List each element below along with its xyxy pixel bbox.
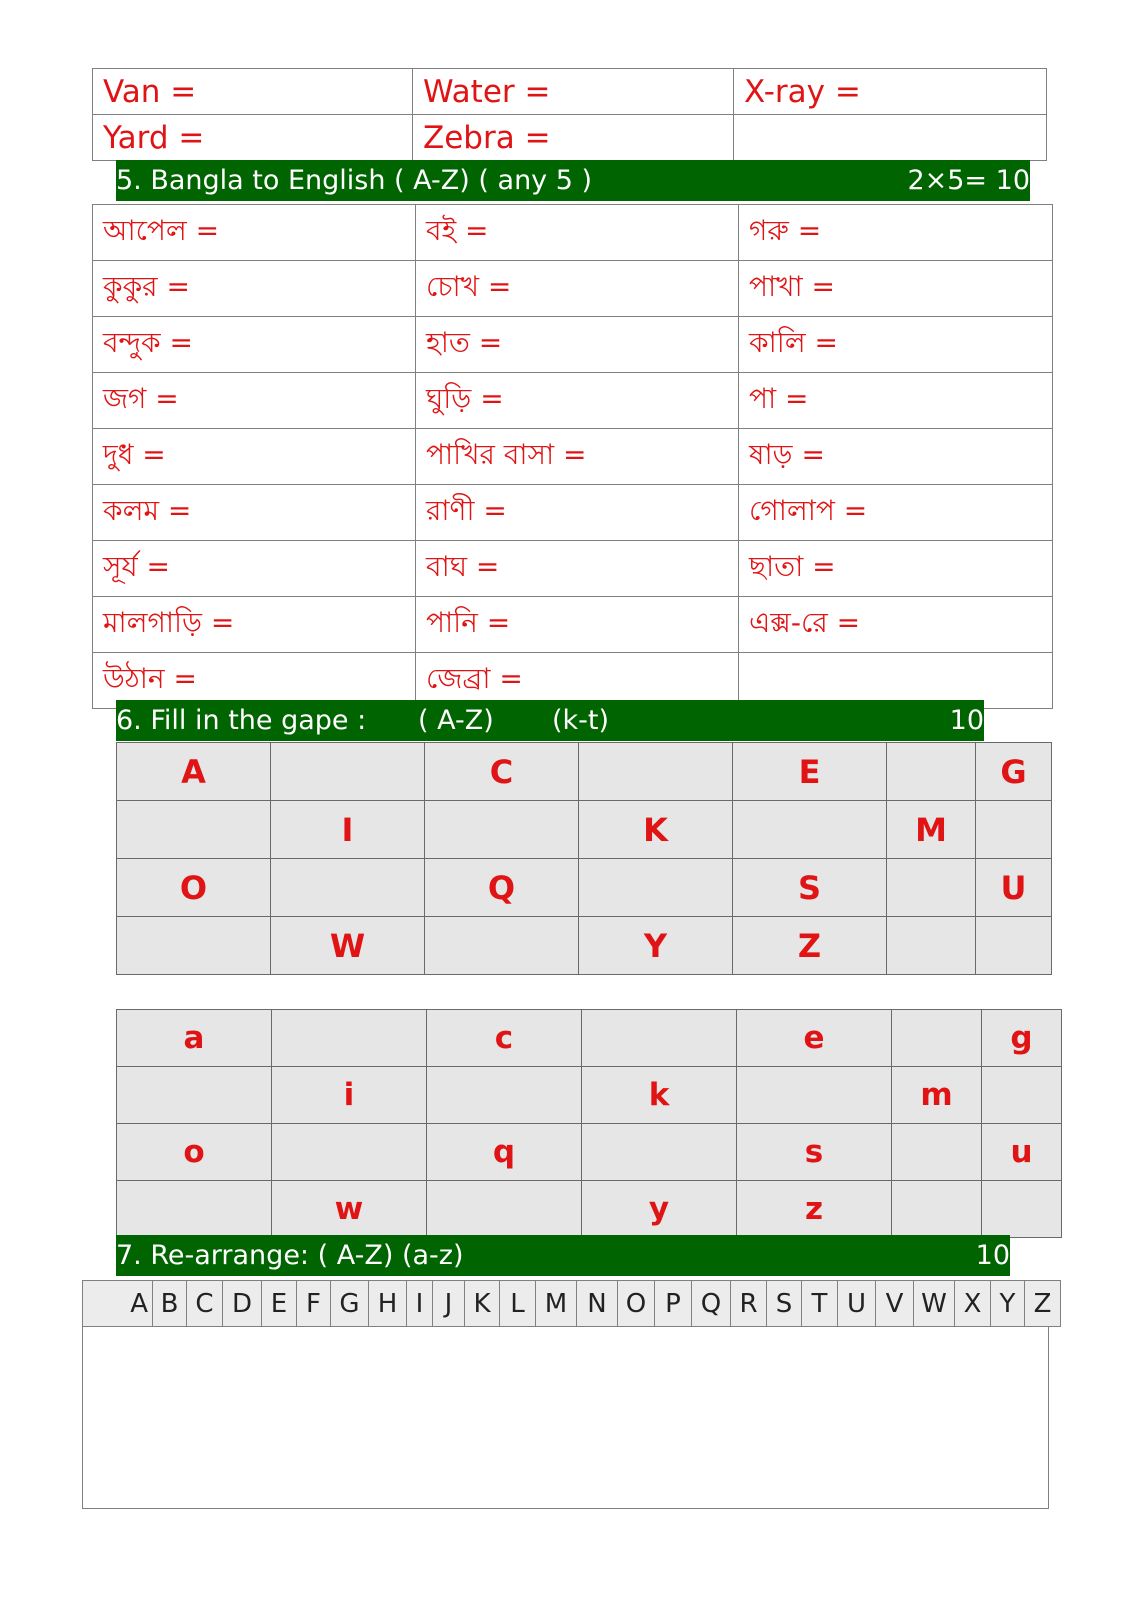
alphabet-letter: I <box>407 1281 433 1327</box>
english-word-cell: X-ray = <box>734 69 1047 115</box>
alphabet-letter: G <box>331 1281 369 1327</box>
bangla-word-cell: ষাড় = <box>739 429 1053 485</box>
alphabet-letter: H <box>369 1281 407 1327</box>
bangla-word-row <box>93 317 1053 373</box>
uppercase-letter-cell[interactable] <box>887 743 976 801</box>
section6-range-upper: ( A-Z) <box>418 705 494 736</box>
uppercase-letter-cell[interactable] <box>976 801 1052 859</box>
alphabet-letter: E <box>262 1281 297 1327</box>
english-words-table <box>92 68 1047 161</box>
uppercase-letter-cell: C <box>425 743 579 801</box>
english-word-row <box>93 69 1047 115</box>
english-word-cell: Water = <box>413 69 734 115</box>
bangla-word-cell: বন্দুক = <box>93 317 416 373</box>
alphabet-letter: N <box>577 1281 618 1327</box>
alphabet-letter: P <box>655 1281 692 1327</box>
section7-title: 7. Re-arrange: ( A-Z) (a-z) <box>116 1240 464 1271</box>
uppercase-letter-cell: K <box>579 801 733 859</box>
section5-header <box>116 160 1030 201</box>
uppercase-letter-cell: E <box>733 743 887 801</box>
alphabet-letter: K <box>465 1281 500 1327</box>
bangla-word-cell: রাণী = <box>416 485 739 541</box>
bangla-word-cell: কলম = <box>93 485 416 541</box>
alphabet-letter: V <box>876 1281 914 1327</box>
bangla-word-cell: চোখ = <box>416 261 739 317</box>
bangla-word-cell: সূর্য = <box>93 541 416 597</box>
alphabet-letter: L <box>500 1281 536 1327</box>
bangla-word-row <box>93 261 1053 317</box>
lowercase-letter-row <box>117 1124 1062 1181</box>
english-word-cell: Zebra = <box>413 115 734 161</box>
lowercase-letter-cell: q <box>427 1124 582 1181</box>
alphabet-strip <box>82 1280 1061 1327</box>
bangla-word-cell: ঘুড়ি = <box>416 373 739 429</box>
bangla-word-cell: পা = <box>739 373 1053 429</box>
alphabet-letter: Y <box>991 1281 1025 1327</box>
uppercase-letter-cell: Y <box>579 917 733 975</box>
bangla-word-row <box>93 205 1053 261</box>
lowercase-letter-cell: y <box>582 1181 737 1238</box>
uppercase-letter-cell: O <box>117 859 271 917</box>
section6-range-lower: (k-t) <box>552 705 610 736</box>
english-word-cell: Van = <box>93 69 413 115</box>
uppercase-letter-cell[interactable] <box>733 801 887 859</box>
lowercase-letter-cell[interactable] <box>272 1010 427 1067</box>
lowercase-letter-row <box>117 1010 1062 1067</box>
lowercase-letter-cell: c <box>427 1010 582 1067</box>
section6-title: 6. Fill in the gape : <box>116 705 367 736</box>
lowercase-letter-cell: m <box>892 1067 982 1124</box>
bangla-word-cell: মালগাড়ি = <box>93 597 416 653</box>
english-word-row <box>93 115 1047 161</box>
alphabet-letter: W <box>914 1281 955 1327</box>
alphabet-letter: Q <box>692 1281 731 1327</box>
uppercase-letter-cell: S <box>733 859 887 917</box>
alphabet-letter: A <box>83 1281 153 1327</box>
lowercase-letter-cell: e <box>737 1010 892 1067</box>
uppercase-letter-cell[interactable] <box>425 801 579 859</box>
uppercase-letter-cell: A <box>117 743 271 801</box>
bangla-word-row <box>93 541 1053 597</box>
bangla-word-cell: জগ = <box>93 373 416 429</box>
section7-marks: 10 <box>975 1240 1010 1271</box>
bangla-word-cell: জেব্রা = <box>416 653 739 709</box>
answer-box[interactable] <box>82 1326 1049 1509</box>
uppercase-letter-cell[interactable] <box>271 859 425 917</box>
bangla-word-row <box>93 597 1053 653</box>
english-word-cell[interactable] <box>734 115 1047 161</box>
lowercase-letter-cell[interactable] <box>892 1010 982 1067</box>
bangla-word-row <box>93 485 1053 541</box>
alphabet-letter: D <box>223 1281 262 1327</box>
alphabet-letter: T <box>802 1281 838 1327</box>
bangla-word-cell: পাখির বাসা = <box>416 429 739 485</box>
section6-header <box>116 700 984 741</box>
lowercase-letter-cell[interactable] <box>982 1067 1062 1124</box>
bangla-word-cell: পাখা = <box>739 261 1053 317</box>
bangla-word-row <box>93 373 1053 429</box>
bangla-word-cell: এক্স-রে = <box>739 597 1053 653</box>
bangla-word-cell: আপেল = <box>93 205 416 261</box>
bangla-word-cell: ছাতা = <box>739 541 1053 597</box>
lowercase-letter-cell[interactable] <box>582 1124 737 1181</box>
lowercase-letter-cell: o <box>117 1124 272 1181</box>
lowercase-letter-cell[interactable] <box>117 1181 272 1238</box>
lowercase-letter-cell[interactable] <box>427 1181 582 1238</box>
lowercase-letter-cell[interactable] <box>892 1124 982 1181</box>
uppercase-grid <box>116 742 1052 975</box>
alphabet-letter: O <box>618 1281 655 1327</box>
uppercase-letter-row <box>117 917 1052 975</box>
alphabet-letter: B <box>153 1281 187 1327</box>
bangla-word-cell: গোলাপ = <box>739 485 1053 541</box>
section5-marks: 2×5= 10 <box>907 165 1030 196</box>
bangla-word-row <box>93 429 1053 485</box>
alphabet-letter: U <box>838 1281 876 1327</box>
alphabet-letter: C <box>187 1281 223 1327</box>
lowercase-letter-cell: k <box>582 1067 737 1124</box>
uppercase-letter-cell: G <box>976 743 1052 801</box>
section5-title: 5. Bangla to English ( A-Z) ( any 5 ) <box>116 165 593 196</box>
bangla-word-cell: কালি = <box>739 317 1053 373</box>
bangla-word-cell: পানি = <box>416 597 739 653</box>
uppercase-letter-cell[interactable] <box>425 917 579 975</box>
uppercase-letter-cell[interactable] <box>976 917 1052 975</box>
lowercase-letter-cell: w <box>272 1181 427 1238</box>
alphabet-letter: X <box>955 1281 991 1327</box>
lowercase-letter-cell: z <box>737 1181 892 1238</box>
uppercase-letter-cell: M <box>887 801 976 859</box>
lowercase-letter-cell: s <box>737 1124 892 1181</box>
lowercase-letter-cell[interactable] <box>982 1181 1062 1238</box>
alphabet-letter: F <box>297 1281 331 1327</box>
bangla-word-cell: উঠান = <box>93 653 416 709</box>
bangla-word-cell: গরু = <box>739 205 1053 261</box>
uppercase-letter-cell: W <box>271 917 425 975</box>
uppercase-letter-row <box>117 801 1052 859</box>
lowercase-grid <box>116 1009 1062 1238</box>
uppercase-letter-cell[interactable] <box>887 917 976 975</box>
lowercase-letter-cell[interactable] <box>427 1067 582 1124</box>
lowercase-letter-row <box>117 1067 1062 1124</box>
alphabet-letter: M <box>536 1281 577 1327</box>
lowercase-letter-cell: a <box>117 1010 272 1067</box>
uppercase-letter-cell[interactable] <box>271 743 425 801</box>
section6-marks: 10 <box>949 705 984 736</box>
bangla-word-cell: দুধ = <box>93 429 416 485</box>
lowercase-letter-cell: i <box>272 1067 427 1124</box>
alphabet-letter: J <box>433 1281 465 1327</box>
bangla-word-cell: বাঘ = <box>416 541 739 597</box>
bangla-word-cell: বই = <box>416 205 739 261</box>
alphabet-letter: Z <box>1025 1281 1061 1327</box>
bangla-word-cell: কুকুর = <box>93 261 416 317</box>
lowercase-letter-cell[interactable] <box>272 1124 427 1181</box>
english-word-cell: Yard = <box>93 115 413 161</box>
lowercase-letter-cell: u <box>982 1124 1062 1181</box>
lowercase-letter-row <box>117 1181 1062 1238</box>
uppercase-letter-cell: Q <box>425 859 579 917</box>
uppercase-letter-cell: U <box>976 859 1052 917</box>
uppercase-letter-cell[interactable] <box>117 917 271 975</box>
uppercase-letter-cell[interactable] <box>579 859 733 917</box>
lowercase-letter-cell[interactable] <box>582 1010 737 1067</box>
uppercase-letter-cell: I <box>271 801 425 859</box>
lowercase-letter-cell[interactable] <box>737 1067 892 1124</box>
uppercase-letter-row <box>117 859 1052 917</box>
lowercase-letter-cell[interactable] <box>892 1181 982 1238</box>
bangla-words-table <box>92 204 1053 709</box>
uppercase-letter-cell: Z <box>733 917 887 975</box>
section7-header <box>116 1235 1010 1276</box>
lowercase-letter-cell[interactable] <box>117 1067 272 1124</box>
uppercase-letter-cell[interactable] <box>117 801 271 859</box>
uppercase-letter-row <box>117 743 1052 801</box>
lowercase-letter-cell: g <box>982 1010 1062 1067</box>
uppercase-letter-cell[interactable] <box>579 743 733 801</box>
alphabet-letter: S <box>767 1281 802 1327</box>
alphabet-letter: R <box>731 1281 767 1327</box>
bangla-word-cell: হাত = <box>416 317 739 373</box>
uppercase-letter-cell[interactable] <box>887 859 976 917</box>
